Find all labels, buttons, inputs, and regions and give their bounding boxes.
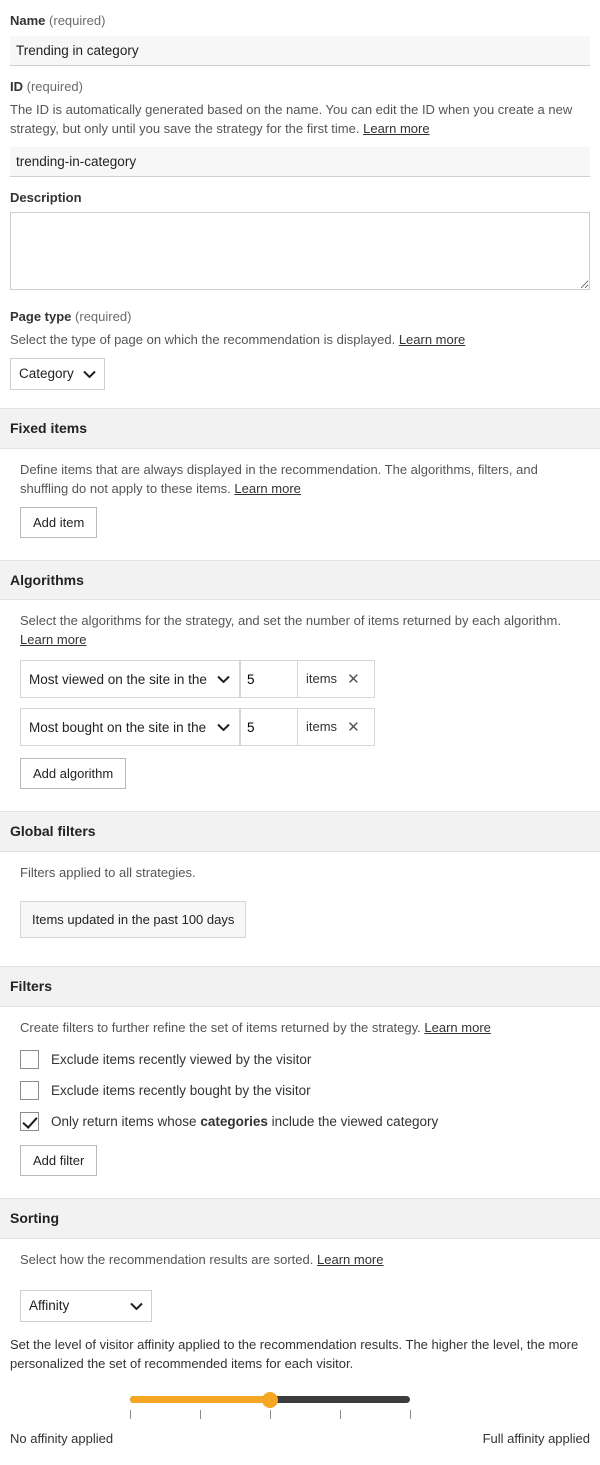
id-label <box>10 78 590 96</box>
filter-checkbox-row[interactable] <box>20 1112 590 1131</box>
filter-checkbox-row[interactable] <box>20 1050 590 1069</box>
exclude-viewed-checkbox[interactable] <box>20 1050 39 1069</box>
algorithm-select-wrap[interactable] <box>21 709 240 745</box>
section-header-fixed-items: Fixed items <box>0 408 600 449</box>
affinity-slider-labels <box>10 1430 590 1462</box>
strategy-form <box>0 12 600 1465</box>
section-header-global-filters: Global filters <box>0 811 600 852</box>
filters-learn-more-link[interactable]: Learn more <box>424 1020 491 1036</box>
id-help <box>10 101 590 139</box>
id-help-text: The ID is automatically generated based on the name. You can edit the ID when you create a new strategy, but only until you save the strategy for the first time. <box>10 102 573 136</box>
algorithm-count-input[interactable] <box>240 661 298 697</box>
page-type-select[interactable] <box>10 358 105 390</box>
add-algorithm-button[interactable]: Add algorithm <box>20 758 126 789</box>
filters-body <box>10 1019 590 1180</box>
section-header-sorting: Sorting <box>0 1198 600 1239</box>
name-required-tag: (required) <box>49 13 106 28</box>
exclude-bought-checkbox[interactable] <box>20 1081 39 1100</box>
algorithm-row <box>20 660 375 698</box>
remove-algorithm-button[interactable]: ✕ <box>345 661 369 697</box>
description-textarea[interactable] <box>10 212 590 290</box>
description-label-text: Description <box>10 189 82 205</box>
sorting-select-wrap[interactable] <box>20 1290 152 1322</box>
filters-help-text: Create filters to further refine the set of items returned by the strategy. <box>20 1020 421 1036</box>
algorithm-items-label: items <box>306 719 338 735</box>
affinity-slider-track[interactable] <box>130 1396 410 1403</box>
algorithm-count-input[interactable] <box>240 709 298 745</box>
affinity-slider-tick <box>410 1410 411 1419</box>
fixed-items-learn-more-link[interactable]: Learn more <box>234 480 301 496</box>
algorithms-help <box>20 612 580 650</box>
filters-help <box>20 1019 580 1038</box>
page-type-select-wrap[interactable] <box>10 358 105 390</box>
category-include-bold: categories <box>200 1113 268 1129</box>
page-type-required-tag: (required) <box>75 308 132 324</box>
add-filter-button[interactable]: Add filter <box>20 1145 97 1176</box>
exclude-bought-label: Exclude items recently bought by the visitor <box>51 1082 311 1098</box>
affinity-help: Set the level of visitor affinity applied to the recommendation results. The higher the level, the more personalized the set of recommended items for each visitor. <box>10 1336 579 1371</box>
affinity-slider-ticks <box>130 1410 410 1419</box>
description-label <box>10 189 590 207</box>
id-label-text: ID <box>10 78 23 94</box>
algorithm-row <box>20 708 375 746</box>
sorting-help <box>20 1251 580 1270</box>
global-filter-chip: Items updated in the past 100 days <box>20 901 246 939</box>
category-include-prefix: Only return items whose <box>51 1113 201 1129</box>
affinity-slider-tick <box>200 1410 201 1419</box>
page-type-label-text: Page type <box>10 308 72 324</box>
add-item-button[interactable]: Add item <box>20 507 97 538</box>
filter-checkbox-row[interactable] <box>20 1081 590 1100</box>
algorithm-select[interactable] <box>21 709 239 745</box>
category-include-suffix: include the viewed category <box>267 1113 439 1129</box>
page-type-label <box>10 308 590 326</box>
page-type-help-text: Select the type of page on which the recommendation is displayed. <box>10 332 396 348</box>
sorting-learn-more-link[interactable]: Learn more <box>317 1252 384 1267</box>
affinity-slider-fill <box>130 1396 270 1403</box>
category-include-label <box>51 1113 438 1131</box>
affinity-slider-tick <box>340 1410 341 1419</box>
affinity-slider-knob[interactable] <box>262 1392 278 1408</box>
affinity-slider[interactable] <box>10 1388 590 1428</box>
affinity-max-label: Full affinity applied <box>482 1430 590 1446</box>
algorithm-items-label: items <box>306 671 338 687</box>
section-header-algorithms: Algorithms <box>0 560 600 601</box>
algorithms-body <box>10 612 590 793</box>
algorithm-select[interactable] <box>21 661 239 697</box>
affinity-slider-tick <box>130 1410 131 1419</box>
sorting-help-text: Select how the recommendation results are sorted. <box>20 1252 314 1267</box>
section-header-filters: Filters <box>0 966 600 1007</box>
fixed-items-help-text: Define items that are always displayed in the recommendation. The algorithms, filters, and shuffling do not apply to these items. <box>20 461 538 496</box>
remove-algorithm-button[interactable]: ✕ <box>345 709 369 745</box>
global-filters-body <box>10 864 590 948</box>
name-label-text: Name <box>10 13 46 28</box>
id-input[interactable] <box>10 147 590 177</box>
sorting-select[interactable] <box>20 1290 152 1322</box>
global-filters-help: Filters applied to all strategies. <box>20 864 196 880</box>
algorithms-learn-more-link[interactable]: Learn more <box>20 632 87 648</box>
category-include-checkbox[interactable] <box>20 1112 39 1131</box>
algorithms-help-text: Select the algorithms for the strategy, and set the number of items returned by each algorithm. <box>20 613 561 629</box>
id-learn-more-link[interactable]: Learn more <box>363 120 430 136</box>
page-type-learn-more-link[interactable]: Learn more <box>398 332 466 348</box>
algorithm-select-wrap[interactable] <box>21 661 240 697</box>
fixed-items-body <box>10 461 590 542</box>
affinity-slider-tick <box>270 1410 271 1419</box>
affinity-min-label: No affinity applied <box>10 1430 114 1446</box>
name-label <box>10 12 590 30</box>
name-input[interactable] <box>10 36 590 66</box>
exclude-viewed-label: Exclude items recently viewed by the visitor <box>51 1051 312 1067</box>
id-required-tag: (required) <box>26 78 83 94</box>
page-type-help <box>10 331 590 350</box>
fixed-items-help <box>20 461 580 499</box>
sorting-body <box>10 1251 590 1465</box>
